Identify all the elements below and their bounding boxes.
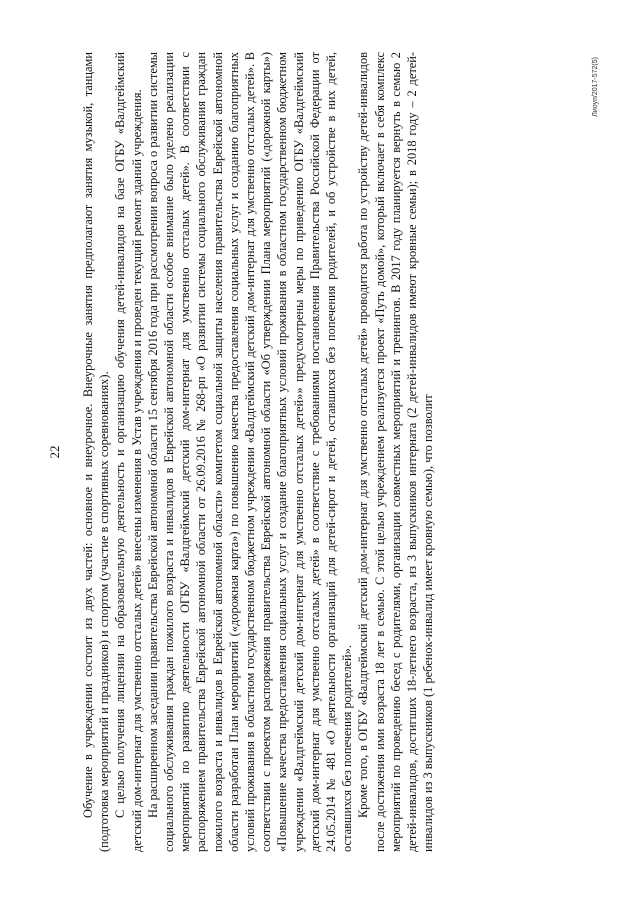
paragraph: Кроме того, в ОГБУ «Валдгеймский детский дом-интернат для умственно отсталых детей» проводится работа по устройству детей-инвалидов после достижения ими возраста 18 лет в семью. С этой целью учреждением реализуется проект «Путь домой», который включает в себя комплекс мероприятий по проведению бесед с родителями, организации совместных мероприятий и тренингов. В 2017 году планируется вернуть в семью 2 детей-инвалидов, достигших 18-летнего возраста, из 3 выпускников интерната (2 детей-инвалидов имеют кровные семьи); в 2018 году – 2 детей-инвалидов из 3 выпускников (1 ребенок-инвалид имеет кровную семью), что позволит — [356, 52, 436, 852]
paragraph: Обучение в учреждении состоит из двух частей: основное и внеурочное. Внеурочные занятия предполагают занятия музыкой, танцами (подготовка мероприятий и праздников) и спортом (участие в спортивных соревнованиях). — [81, 52, 112, 852]
document-body — [80, 52, 436, 852]
rotated-page — [35, 27, 605, 877]
page-number: 22 — [47, 445, 62, 459]
paragraph: С целью получения лицензии на образовательную деятельность и организацию обучения детей-инвалидов на базе ОГБУ «Валдгеймский детский дом-интернат для умственно отсталых детей» внесены изменения в Устав учреждения и проведен текущий ремонт зданий учреждения. — [113, 52, 144, 852]
paragraph: На расширенном заседании правительства Еврейской автономной области 15 сентября 2016 года при рассмотрении вопроса о развитии системы социального обслуживания граждан пожилого возраста и инвалидов в Еврейской автономной области особое внимание было уделено реализации мероприятий по развитию деятельности ОГБУ «Валдгеймский детский дом-интернат для умственно отсталых детей». В соответствии с распоряжением правительства Еврейской автономной области от 26.09.2016 № 268-рп «О развитии системы социального обслуживания граждан пожилого возраста и инвалидов в Еврейской автономной области» комитетом социальной защиты населения правительства Еврейской автономной области разработан План мероприятий («дорожная карта») по повышению качества предоставления социальных услуг и созданию благоприятных условий проживания в областном государственном бюджетном учреждении «Валдгеймский детский дом-интернат для умственно отсталых детей». В соответствии с проектом распоряжения правительства Еврейской автономной области «Об утверждении Плана мероприятий («дорожной карты») «Повышение качества предоставления социальных услуг и создание благоприятных условий проживания в областном государственном бюджетном учреждении «Валдгеймский детский дом-интернат для умственно отсталых детей»» предусмотрены меры по приведению ОГБУ «Валдгеймский детский дом-интернат для умственно отсталых детей» в соответствие с требованиями постановления Правительства Российской Федерации от 24.05.2014 № 481 «О деятельности организаций для детей-сирот и детей, оставшихся без попечения родителей, и об устройстве в них детей, оставшихся без попечения родителей». — [145, 52, 355, 852]
footer-code: Лиоуп/2017-572(5) — [592, 57, 599, 117]
